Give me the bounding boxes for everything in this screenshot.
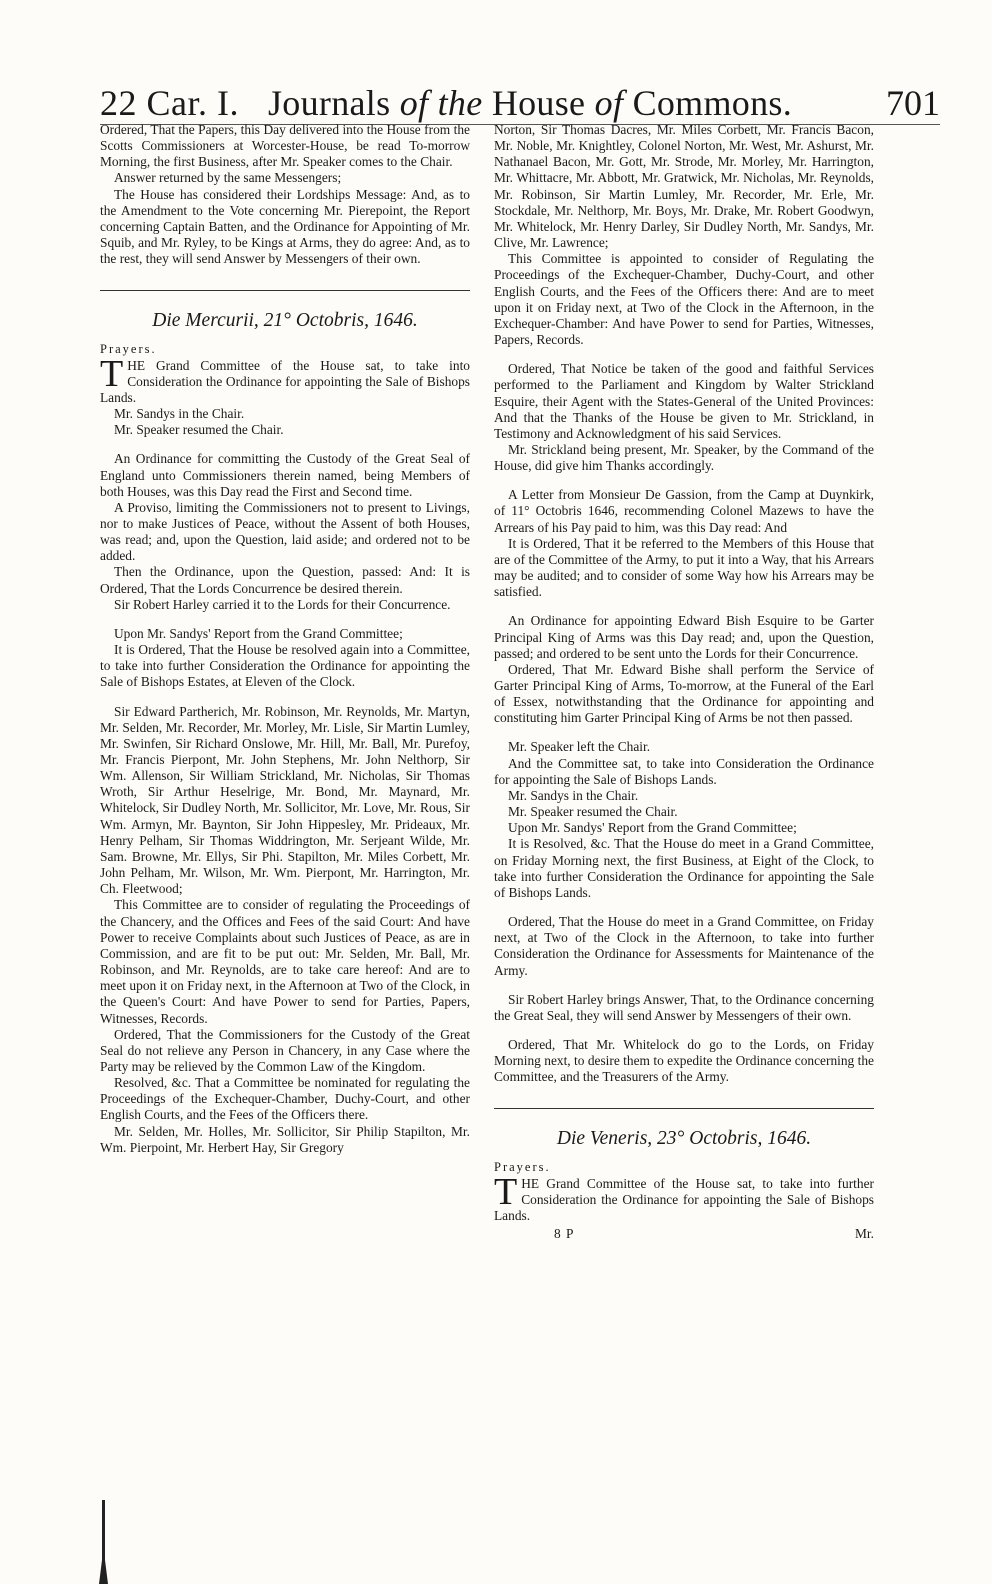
paragraph-text: HE Grand Committee of the House sat, to take into Consideration the Ordinance for appointing the Sale of Bishops Lands. — [100, 357, 470, 405]
paragraph: Ordered, That Notice be taken of the good and faithful Services performed to the Parliament and Kingdom by Walter Strickland Esquire, their Agent with the States-General of the United Provinces: And that the Thanks of the House be given to Mr. Strickland, in Testimony and Acknowledgment of his said Services. — [494, 361, 874, 441]
paragraph: Ordered, That the House do meet in a Grand Committee, on Friday next, at Two of the Clock in the Afternoon, to take into further Consideration the Ordinance for Assessments for Maintenance of the Army. — [494, 914, 874, 978]
day-heading: Die Mercurii, 21° Octobris, 1646. — [152, 310, 418, 332]
paragraph: An Ordinance for committing the Custody of the Great Seal of England unto Commissioners therein named, being Members of both Houses, was this Day read the First and Second time. — [100, 451, 470, 499]
regnal-year: 22 Car. I. — [100, 83, 239, 123]
paragraph: Sir Robert Harley carried it to the Lords for their Concurrence. — [114, 596, 451, 612]
paragraph: Ordered, That Mr. Edward Bishe shall perform the Service of Garter Principal King of Arms, To-morrow, at the Funeral of the Earl of Essex, notwithstanding that the Ordinance for appointing and constituting him Garter Principal King of Arms be not then passed. — [494, 661, 874, 726]
section-divider — [100, 290, 470, 291]
paragraph — [100, 352, 470, 406]
paragraph: Mr. Speaker resumed the Chair. — [114, 422, 284, 438]
page-header — [100, 80, 940, 125]
prayers-heading: Prayers. — [100, 342, 157, 357]
title-word-2: of — [399, 83, 429, 123]
prayers-heading: Prayers. — [494, 1160, 551, 1175]
title-word-5: of — [594, 83, 624, 123]
paragraph: Mr. Selden, Mr. Holles, Mr. Sollicitor, Sir Philip Stapilton, Mr. Wm. Pierpoint, Mr. Herbert Hay, Sir Gregory — [100, 1123, 470, 1155]
right-column — [494, 120, 874, 1244]
paragraph: It is Resolved, &c. That the House do meet in a Grand Committee, on Friday Morning next, the first Business, at Eight of the Clock, to take into further Consideration the Ordinance for appointing the Sale of Bishops Lands. — [494, 836, 874, 900]
paragraph: Ordered, That the Commissioners for the Custody of the Great Seal do not relieve any Person in Chancery, in any Case where the Party may be relieved by the Common Law of the Kingdom. — [100, 1026, 470, 1074]
paragraph: Mr. Speaker left the Chair. — [508, 739, 651, 755]
paragraph: Resolved, &c. That a Committee be nominated for regulating the Proceedings of the Exchequer-Chamber, Duchy-Court, and other English Courts, and the Fees of the Officers there. — [100, 1075, 470, 1123]
day-heading: Die Veneris, 23° Octobris, 1646. — [556, 1128, 812, 1150]
paragraph: Answer returned by the same Messengers; — [114, 170, 342, 186]
paragraph: And the Committee sat, to take into Consideration the Ordinance for appointing the Sale of Bishops Lands. — [494, 755, 874, 787]
journal-title — [268, 82, 792, 124]
title-word-1: Journals — [268, 83, 391, 123]
paragraph: Upon Mr. Sandys' Report from the Grand Committee; — [114, 625, 403, 641]
paragraph: This Committee are to consider of regulating the Proceedings of the Chancery, and the Offices and Fees of the said Court: And have Power to receive Complaints about such Justices of Peace, as are in Commission, and are fit to be put out: Mr. Selden, Mr. Ball, Mr. Robinson, and Mr. Reynolds, are to take care hereof: And are to meet upon it on Friday next, in the Afternoon at Two of the Clock, in the Queen's Court: And have Power to send for Parties, Papers, Witnesses, Records. — [100, 897, 470, 1026]
section-divider — [494, 1108, 874, 1109]
paragraph: Mr. Sandys in the Chair. — [114, 406, 245, 422]
paragraph: A Letter from Monsieur De Gassion, from the Camp at Duynkirk, of 11° Octobris 1646, recommending Colonel Mazews to have the Arrears of his Pay paid to him, was this Day read: And — [494, 487, 874, 535]
paragraph: Mr. Speaker resumed the Chair. — [508, 804, 678, 820]
paragraph: It is Ordered, That the House be resolved again into a Committee, to take into further Consideration the Ordinance for appointing the Sale of Bishops Estates, at Eleven of the Clock. — [100, 642, 470, 690]
paragraph: It is Ordered, That it be referred to the Members of this House that are of the Committee of the Army, to put it into a Way, that his Arrears may be audited; and to consider of some Way how his Arrears may be satisfied. — [494, 535, 874, 600]
paragraph — [494, 1170, 874, 1224]
paragraph-text: HE Grand Committee of the House sat, to take into further Consideration the Ordinance for appointing the Sale of Bishops Lands. — [494, 1175, 874, 1223]
paragraph: Sir Edward Partherich, Mr. Robinson, Mr. Reynolds, Mr. Martyn, Mr. Selden, Mr. Recorder, Mr. Morley, Mr. Lisle, Sir Martin Lumley, Mr. Swinfen, Sir Richard Onslowe, Mr. Hill, Mr. Ball, Mr. Purefoy, Mr. Francis Pierpont, Mr. John Stephens, Mr. John Nelthorp, Sir Wm. Allenson, Sir William Strickland, Mr. Nicholas, Sir Thomas Wroth, Sir Arthur Heselrige, Mr. Bond, Mr. Maynard, Mr. Whitelock, Sir Dudley North, Mr. Sollicitor, Mr. Love, Mr. Rous, Sir Wm. Armyn, Mr. Baynton, Sir John Hippesley, Mr. Prideaux, Mr. Henry Pelham, Sir Thomas Widdrington, Mr. Serjeant Wilde, Mr. Sam. Browne, Mr. Ellys, Sir Phi. Stapilton, Mr. Miles Corbett, Mr. John Pelham, Mr. Wilson, Mr. Wm. Pierpont, Mr. Harrington, Mr. Ch. Fleetwood; — [100, 703, 470, 897]
title-word-4: House — [491, 83, 586, 123]
paragraph: This Committee is appointed to consider of Regulating the Proceedings of the Exchequer-Chamber, Duchy-Court, and other English Courts, and the Fees of the Officers there: And are to meet upon it on Friday next, at Two of the Clock in the Afternoon, in the Exchequer-Chamber: And have Power to send for Parties, Witnesses, Papers, Records. — [494, 251, 874, 348]
drop-cap: T — [494, 1170, 518, 1213]
paragraph: Ordered, That Mr. Whitelock do go to the Lords, on Friday Morning next, to desire them to expedite the Ordinance concerning the Committee, and the Treasurers of the Army. — [494, 1036, 874, 1085]
paragraph: The House has considered their Lordships Message: And, as to the Amendment to the Vote concerning Mr. Pierepoint, the Report concerning Captain Batten, and the Ordinance for Appointing of Mr. Squib, and Mr. Ryley, to be Kings at Arms, they do agree: And, as to the rest, they will send Answer by Messengers of their own. — [100, 186, 470, 267]
paragraph: Norton, Sir Thomas Dacres, Mr. Miles Corbett, Mr. Francis Bacon, Mr. Noble, Mr. Knightley, Colonel Norton, Mr. West, Mr. Ashurst, Mr. Nathanael Bacon, Mr. Gott, Mr. Strode, Mr. Morley, Mr. Harrington, Mr. Whittacre, Mr. Abbott, Mr. Gratwick, Mr. Nicholas, Mr. Reynolds, Mr. Robinson, Sir Martin Lumley, Mr. Recorder, Mr. Erle, Mr. Stockdale, Mr. Nelthorp, Mr. Boys, Mr. Drake, Mr. Robert Goodwyn, Mr. Whitelock, Mr. Henry Darley, Sir Dudley North, Mr. Sandys, Mr. Clive, Mr. Lawrence; — [494, 122, 874, 251]
catchword: Mr. — [855, 1226, 874, 1242]
signature-mark: 8 P — [554, 1226, 575, 1242]
paragraph: Sir Robert Harley brings Answer, That, to the Ordinance concerning the Great Seal, they will send Answer by Messengers of their own. — [494, 991, 874, 1023]
paragraph: Upon Mr. Sandys' Report from the Grand Committee; — [508, 820, 797, 836]
paragraph: Mr. Sandys in the Chair. — [508, 787, 639, 803]
drop-cap: T — [100, 352, 124, 395]
paragraph: Then the Ordinance, upon the Question, passed: And: It is Ordered, That the Lords Concurrence be desired therein. — [100, 564, 470, 596]
paragraph: Mr. Strickland being present, Mr. Speaker, by the Command of the House, did give him Thanks accordingly. — [494, 441, 874, 474]
paragraph: A Proviso, limiting the Commissioners not to present to Livings, nor to make Justices of Peace, without the Assent of both Houses, was read; and, upon the Question, laid aside; and ordered not to be added. — [100, 499, 470, 564]
paragraph: Ordered, That the Papers, this Day delivered into the House from the Scotts Commissioners at Worcester-House, be read To-morrow Morning, the first Business, after Mr. Speaker comes to the Chair. — [100, 122, 470, 170]
page-number: 701 — [886, 83, 940, 123]
title-word-3: the — [437, 83, 483, 123]
title-word-6: Commons. — [632, 83, 792, 123]
binding-mark — [96, 1500, 116, 1584]
paragraph: An Ordinance for appointing Edward Bish Esquire to be Garter Principal King of Arms was this Day read; and, upon the Question, passed; and ordered to be sent unto the Lords for their Concurrence. — [494, 613, 874, 661]
left-column — [100, 120, 470, 1156]
page-footer — [494, 1226, 874, 1244]
